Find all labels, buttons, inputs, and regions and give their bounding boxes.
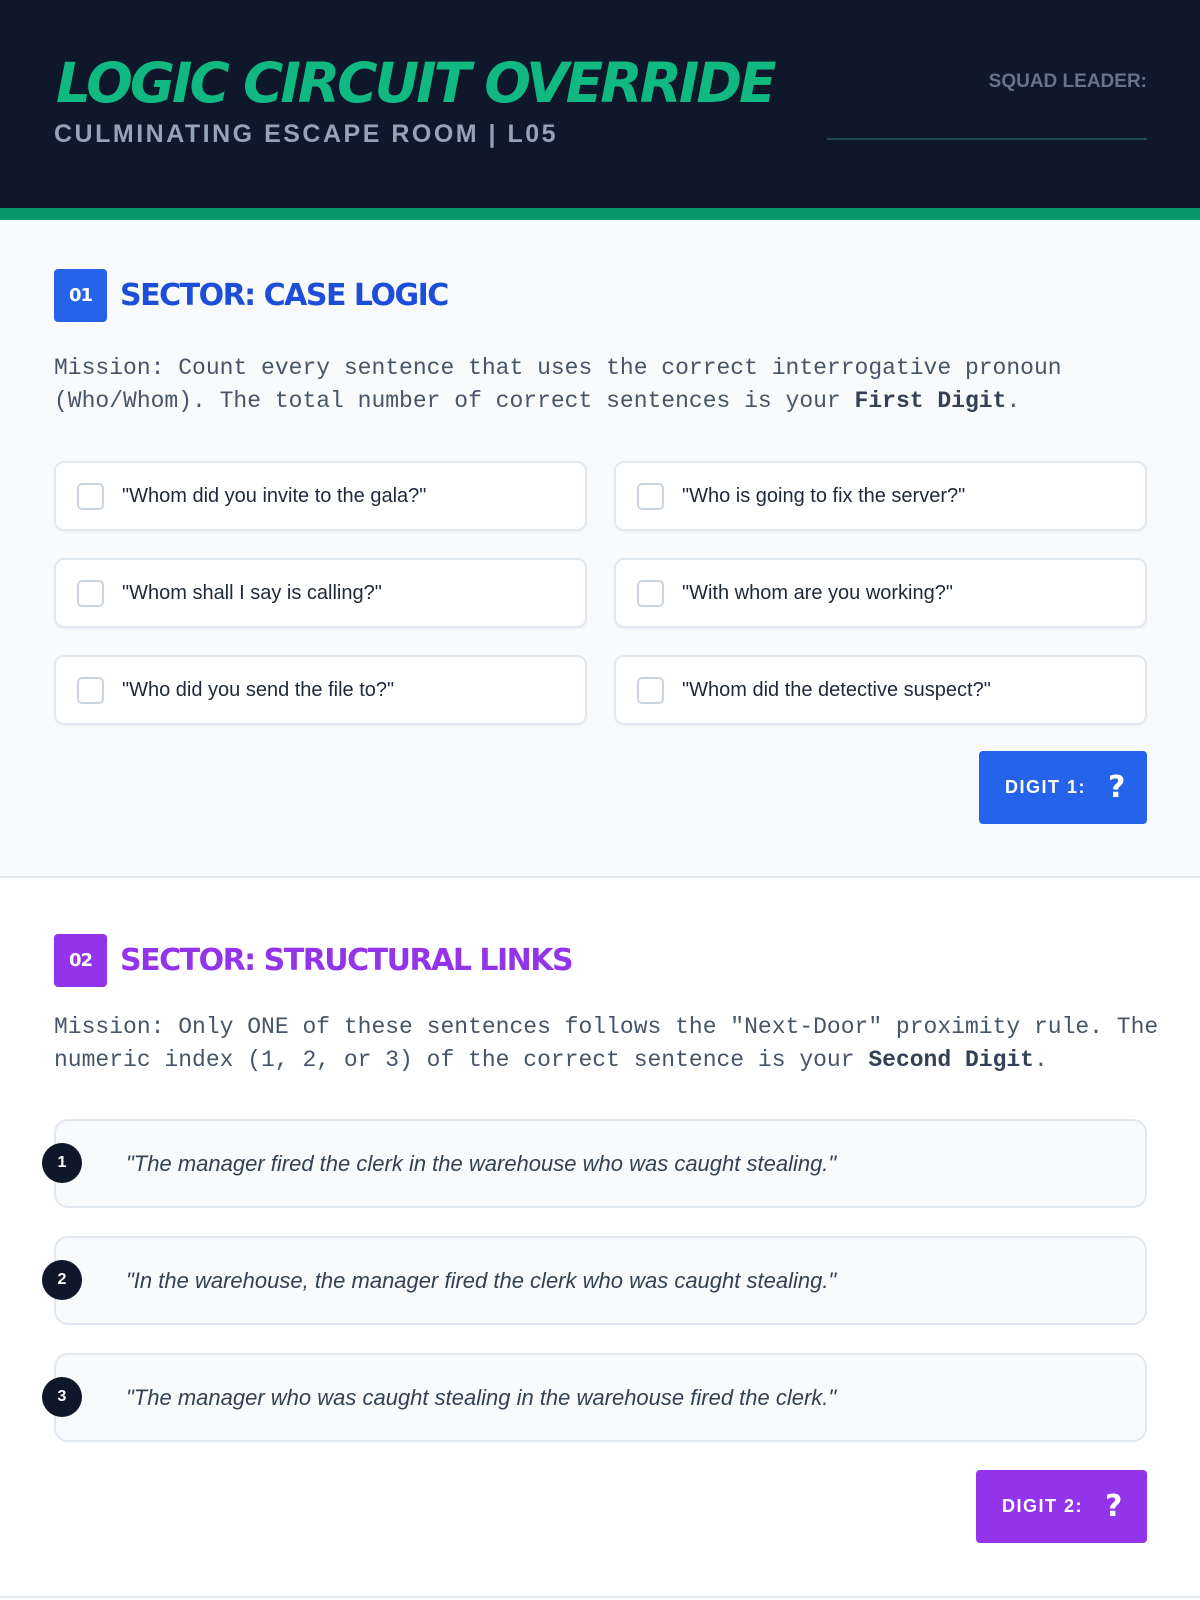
squad-leader-label: SQUAD LEADER: bbox=[988, 71, 1147, 92]
mission-emphasis: First Digit bbox=[854, 388, 1007, 414]
sector-2-mission bbox=[54, 1011, 1164, 1077]
mission-emphasis: Second Digit bbox=[868, 1047, 1034, 1073]
index-badge: 1 bbox=[42, 1143, 82, 1183]
digit-2-label: DIGIT 2: bbox=[1002, 1496, 1084, 1516]
checkbox[interactable] bbox=[77, 483, 104, 510]
sector-structural-links bbox=[0, 880, 1200, 1598]
sector-1-mission bbox=[54, 352, 1164, 418]
sentence-text: "In the warehouse, the manager fired the clerk who was caught stealing." bbox=[126, 1267, 837, 1293]
mission-end: . bbox=[1006, 388, 1021, 414]
index-badge: 2 bbox=[42, 1260, 82, 1300]
option-text: "Who did you send the file to?" bbox=[122, 678, 395, 701]
digit-2-value: ? bbox=[1105, 1489, 1123, 1524]
sentence-option[interactable] bbox=[54, 1353, 1147, 1442]
checkbox[interactable] bbox=[637, 677, 664, 704]
digit-1-value: ? bbox=[1108, 770, 1126, 805]
option-card[interactable] bbox=[54, 461, 587, 531]
checkbox[interactable] bbox=[77, 677, 104, 704]
sentence-text: "The manager fired the clerk in the warehouse who was caught stealing." bbox=[126, 1150, 837, 1176]
squad-leader-field[interactable] bbox=[827, 138, 1147, 140]
checkbox[interactable] bbox=[637, 580, 664, 607]
index-badge: 3 bbox=[42, 1377, 82, 1417]
page-title: LOGIC CIRCUIT OVERRIDE bbox=[56, 51, 774, 115]
sentence-option[interactable] bbox=[54, 1119, 1147, 1208]
page-subtitle: CULMINATING ESCAPE ROOM | L05 bbox=[54, 120, 559, 148]
sector-1-badge: 01 bbox=[54, 269, 107, 322]
sentence-text: "The manager who was caught stealing in the warehouse fired the clerk." bbox=[126, 1384, 837, 1410]
option-card[interactable] bbox=[54, 655, 587, 725]
option-card[interactable] bbox=[614, 558, 1147, 628]
option-text: "With whom are you working?" bbox=[682, 581, 953, 604]
mission-end: . bbox=[1033, 1047, 1048, 1073]
sector-2-badge: 02 bbox=[54, 934, 107, 987]
digit-1-button[interactable] bbox=[979, 751, 1147, 824]
digit-2-button[interactable] bbox=[976, 1470, 1147, 1543]
checkbox[interactable] bbox=[637, 483, 664, 510]
page-header bbox=[0, 0, 1200, 208]
mission-text: Mission: Count every sentence that uses the correct interrogative pronoun (Who/Whom). The total number of correct sentences is your bbox=[54, 355, 1062, 414]
sector-2-title: SECTOR: STRUCTURAL LINKS bbox=[120, 943, 573, 978]
option-text: "Whom did you invite to the gala?" bbox=[122, 484, 427, 507]
option-text: "Whom shall I say is calling?" bbox=[122, 581, 382, 604]
option-card[interactable] bbox=[614, 461, 1147, 531]
checkbox[interactable] bbox=[77, 580, 104, 607]
sector-case-logic bbox=[0, 220, 1200, 878]
option-text: "Who is going to fix the server?" bbox=[682, 484, 966, 507]
option-card[interactable] bbox=[54, 558, 587, 628]
header-accent-stripe bbox=[0, 208, 1200, 220]
digit-1-label: DIGIT 1: bbox=[1005, 777, 1087, 797]
option-card[interactable] bbox=[614, 655, 1147, 725]
sector-1-title: SECTOR: CASE LOGIC bbox=[120, 278, 448, 313]
sentence-option[interactable] bbox=[54, 1236, 1147, 1325]
mission-text: Mission: Only ONE of these sentences follows the "Next-Door" proximity rule. The numeric index (1, 2, or 3) of the correct sentence is your bbox=[54, 1014, 1159, 1073]
option-text: "Whom did the detective suspect?" bbox=[682, 678, 991, 701]
